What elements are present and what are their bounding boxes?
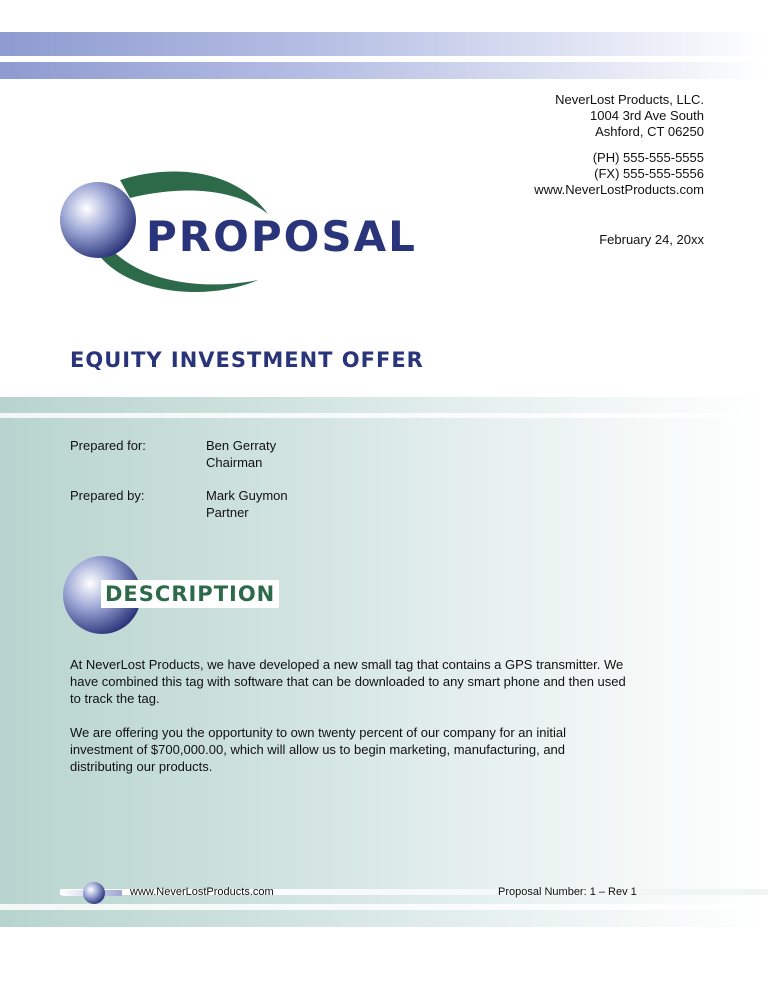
description-paragraph-2: We are offering you the opportunity to own twenty percent of our company for an initial investment of $700,000.00, which will allow us to begin marketing, manufacturing, and distributing our products. bbox=[70, 725, 566, 774]
band-stripe-top bbox=[0, 413, 768, 418]
proposal-date: February 24, 20xx bbox=[599, 232, 704, 247]
prepared-by-title: Partner bbox=[206, 505, 249, 520]
company-fax: (FX) 555-555-5556 bbox=[594, 166, 704, 181]
footer-proposal-number: Proposal Number: 1 – Rev 1 bbox=[498, 886, 637, 898]
prepared-for-title: Chairman bbox=[206, 455, 263, 470]
prepared-by-label: Prepared by: bbox=[70, 488, 145, 503]
company-address-block bbox=[534, 92, 704, 198]
company-website: www.NeverLostProducts.com bbox=[534, 182, 704, 197]
proposal-logo-text: PROPOSAL bbox=[146, 212, 417, 261]
prepared-by-name: Mark Guymon bbox=[206, 488, 288, 503]
prepared-for-name: Ben Gerraty bbox=[206, 438, 277, 453]
footer-website: www.NeverLostProducts.com bbox=[130, 886, 274, 898]
company-address-line1: 1004 3rd Ave South bbox=[590, 108, 704, 123]
company-phone: (PH) 555-555-5555 bbox=[592, 150, 704, 165]
header-bar-top bbox=[0, 32, 768, 56]
company-name: NeverLost Products, LLC. bbox=[555, 92, 704, 107]
offer-title: EQUITY INVESTMENT OFFER bbox=[70, 348, 424, 372]
bottom-stripe bbox=[0, 904, 768, 910]
footer-sphere-icon bbox=[62, 880, 122, 906]
description-paragraph-1: At NeverLost Products, we have developed a new small tag that contains a GPS transmitter. We have combined this tag with software that can be downloaded to any smart phone and then used to track the tag. bbox=[70, 657, 626, 706]
description-heading: DESCRIPTION bbox=[101, 580, 279, 608]
prepared-for-value bbox=[206, 437, 406, 471]
prepared-for-label: Prepared for: bbox=[70, 438, 146, 453]
header-bar-bottom bbox=[0, 62, 768, 79]
prepared-by-value bbox=[206, 487, 406, 521]
company-address-line2: Ashford, CT 06250 bbox=[595, 124, 704, 139]
